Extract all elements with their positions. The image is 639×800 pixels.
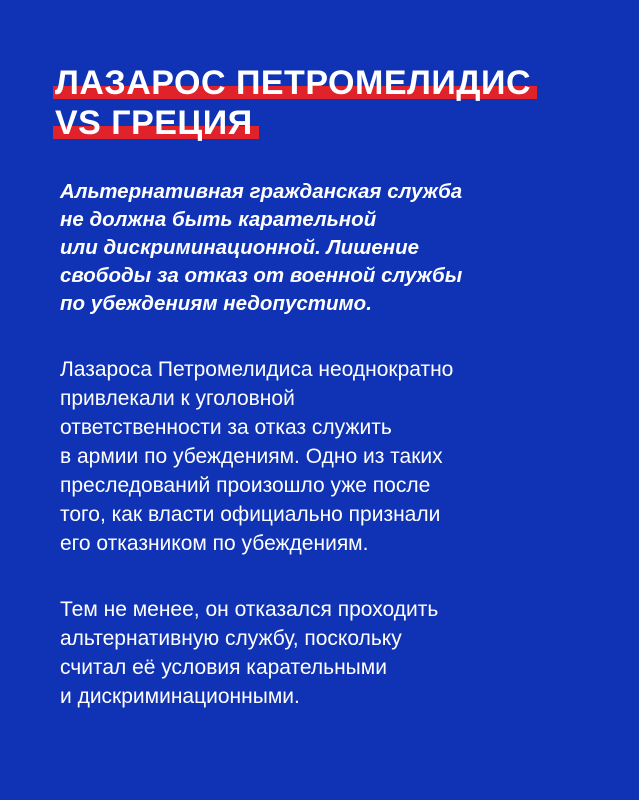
paragraph-line: преследований произошло уже после: [60, 474, 431, 497]
paragraph-line: его отказником по убеждениям.: [60, 532, 369, 555]
title-line-1: [55, 64, 531, 102]
body-paragraph-1: [60, 355, 590, 558]
paragraph-line: ответственности за отказ служить: [60, 416, 392, 439]
paragraph-line: считал её условия карательными: [60, 656, 387, 679]
paragraph-line: привлекали к уголовной: [60, 387, 295, 410]
lead-statement: [60, 178, 580, 318]
paragraph-line: в армии по убеждениям. Одно из таких: [60, 445, 443, 468]
body-paragraph-2: [60, 595, 590, 711]
lead-line: свободы за отказ от военной службы: [60, 264, 463, 287]
title-block: [55, 64, 595, 144]
title-text-2: VS ГРЕЦИЯ: [55, 104, 253, 142]
paragraph-line: того, как власти официально признали: [60, 503, 441, 526]
lead-line: по убеждениям недопустимо.: [60, 292, 372, 315]
paragraph-line: Тем не менее, он отказался проходить: [60, 598, 439, 621]
title-text-1: ЛАЗАРОС ПЕТРОМЕЛИДИС: [55, 64, 532, 102]
paragraph-line: и дискриминационными.: [60, 685, 300, 708]
title-line-2: [55, 104, 253, 142]
paragraph-line: альтернативную службу, поскольку: [60, 627, 402, 650]
paragraph-line: Лазароса Петромелидиса неоднократно: [60, 358, 454, 381]
lead-line: Альтернативная гражданская служба: [60, 180, 463, 203]
lead-line: не должна быть карательной: [60, 208, 377, 231]
lead-line: или дискриминационной. Лишение: [60, 236, 420, 259]
